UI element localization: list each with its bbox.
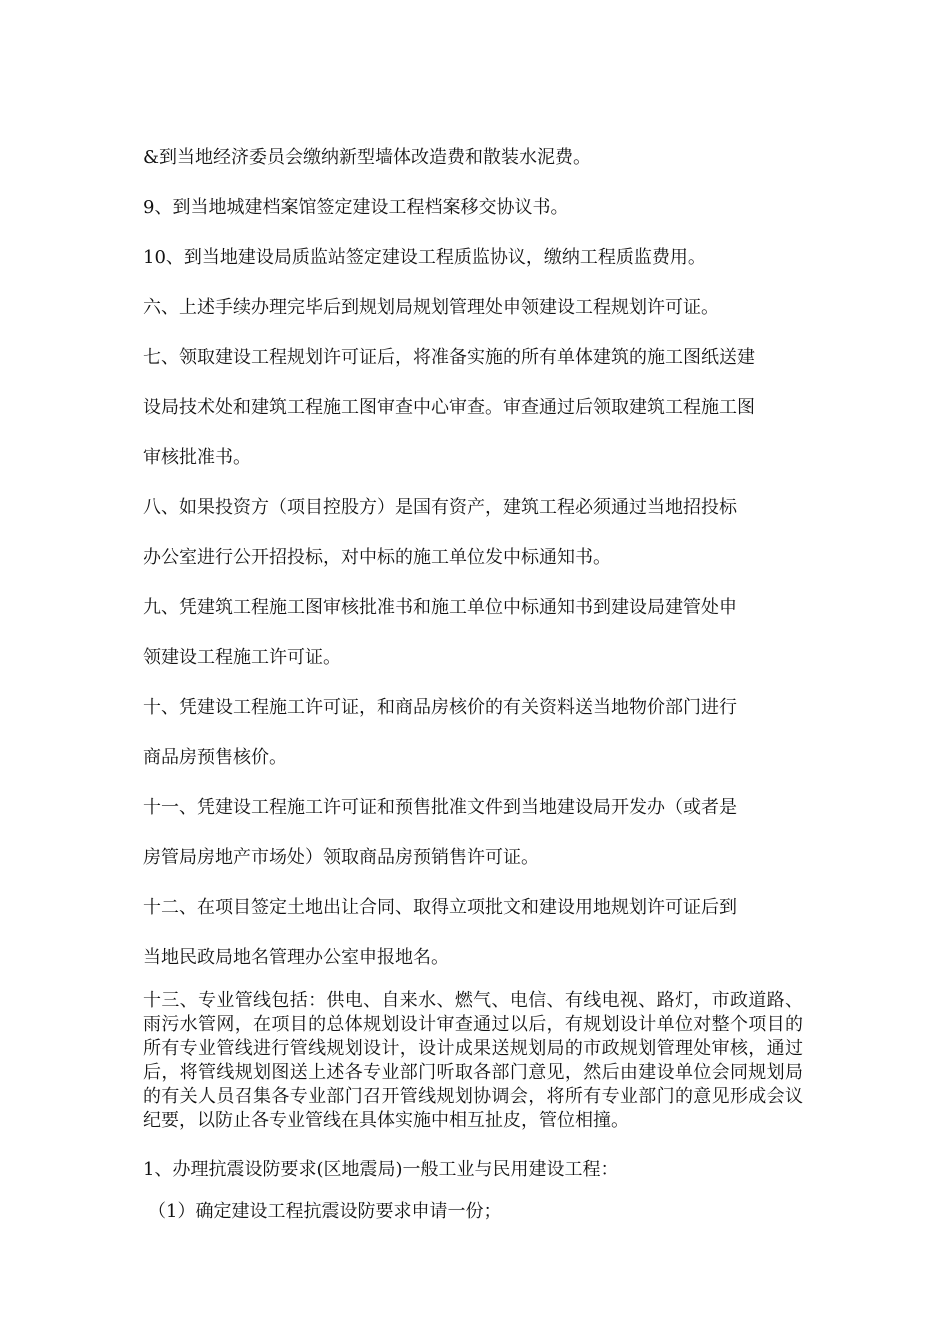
doc-line: 六、上述手续办理完毕后到规划局规划管理处申领建设工程规划许可证。 (143, 297, 719, 318)
doc-line: 十一、凭建设工程施工许可证和预售批准文件到当地建设局开发办（或者是 (143, 797, 737, 818)
doc-line: 八、如果投资方（项目控股方）是国有资产，建筑工程必须通过当地招投标 (143, 497, 737, 518)
doc-line: 10、到当地建设局质监站签定建设工程质监协议，缴纳工程质监费用。 (143, 247, 706, 268)
doc-line: 当地民政局地名管理办公室申报地名。 (143, 947, 449, 968)
doc-line: 商品房预售核价。 (143, 747, 287, 768)
doc-line: 领建设工程施工许可证。 (143, 647, 341, 668)
doc-line: 设局技术处和建筑工程施工图审查中心审查。审查通过后领取建筑工程施工图 (143, 397, 755, 418)
doc-line: 七、领取建设工程规划许可证后，将准备实施的所有单体建筑的施工图纸送建 (143, 347, 755, 368)
doc-line: 十、凭建设工程施工许可证，和商品房核价的有关资料送当地物价部门进行 (143, 697, 737, 718)
doc-line: 9、到当地城建档案馆签定建设工程档案移交协议书。 (143, 197, 569, 218)
doc-line: 1、办理抗震设防要求(区地震局)一般工业与民用建设工程： (143, 1159, 619, 1180)
doc-line: &到当地经济委员会缴纳新型墙体改造费和散装水泥费。 (143, 147, 592, 168)
pipeline-paragraph: 十三、专业管线包括：供电、自来水、燃气、电信、有线电视、路灯，市政道路、雨污水管网，在项目的总体规划设计审查通过以后，有规划设计单位对整个项目的所有专业管线进行管线规划设计，设计成果送规划局的市政规划管理处审核，通过后，将管线规划图送上述各专业部门听取各部门意见，然后由建设单位会同规划局的有关人员召集各专业部门召开管线规划协调会，将所有专业部门的意见形成会议纪要，以防止各专业管线在具体实施中相互扯皮，管位相撞。 (143, 990, 803, 1131)
doc-line: 审核批准书。 (143, 447, 251, 468)
doc-line: 办公室进行公开招投标，对中标的施工单位发中标通知书。 (143, 547, 611, 568)
doc-line: （1）确定建设工程抗震设防要求申请一份； (148, 1201, 502, 1222)
doc-line: 九、凭建筑工程施工图审核批准书和施工单位中标通知书到建设局建管处申 (143, 597, 737, 618)
doc-line: 十二、在项目签定土地出让合同、取得立项批文和建设用地规划许可证后到 (143, 897, 737, 918)
doc-line: 房管局房地产市场处）领取商品房预销售许可证。 (143, 847, 539, 868)
